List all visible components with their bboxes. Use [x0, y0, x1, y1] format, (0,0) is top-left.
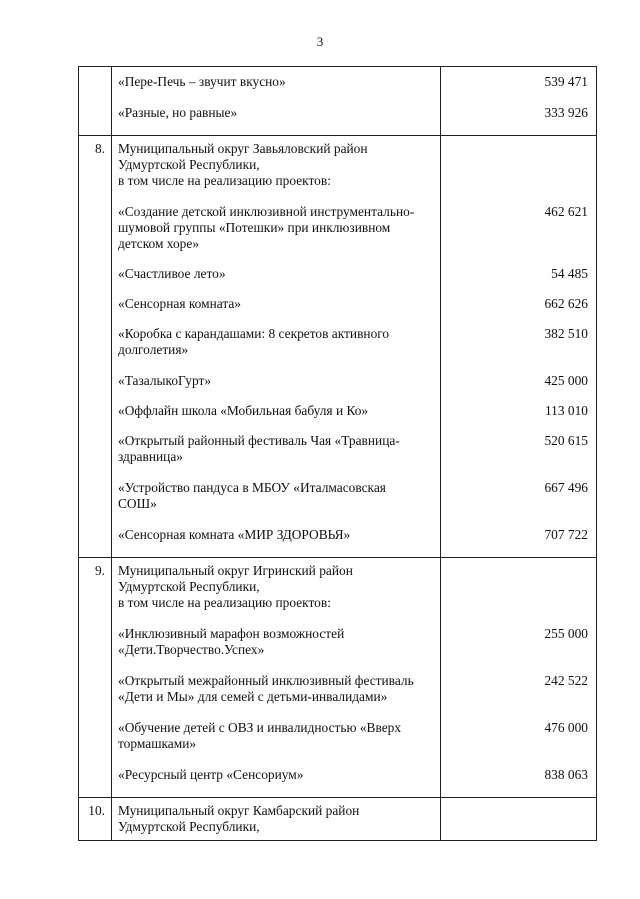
- project-amount: 462 621: [544, 204, 588, 219]
- amounts-cell: [441, 558, 597, 798]
- project-amount: 539 471: [544, 74, 588, 89]
- project-amount: 54 485: [551, 266, 588, 281]
- district-name: Муниципальный округ Игринский район Удмуртской Республики, в том числе на реализацию проектов:: [112, 563, 440, 611]
- project-amount: 425 000: [544, 373, 588, 388]
- funding-table: [78, 66, 597, 841]
- project-name: «Ресурсный центр «Сенсориум»: [118, 767, 304, 782]
- row-number-cell: [79, 67, 112, 136]
- project-names-cell: [112, 558, 441, 798]
- project-amount: 838 063: [544, 767, 588, 782]
- project-amount: 476 000: [544, 720, 588, 735]
- project-amount: 333 926: [544, 105, 588, 120]
- table-row-district-10: [79, 798, 597, 841]
- project-amount: 520 615: [544, 433, 588, 448]
- project-name: «Устройство пандуса в МБОУ «Италмасовская СОШ»: [118, 480, 386, 511]
- project-name: «Сенсорная комната «МИР ЗДОРОВЬЯ»: [118, 527, 351, 542]
- district-name: Муниципальный округ Завьяловский район Удмуртской Республики, в том числе на реализацию проектов:: [112, 141, 440, 189]
- project-name: «Открытый межрайонный инклюзивный фестиваль «Дети и Мы» для семей с детьми-инвалидами»: [118, 673, 414, 704]
- project-amount: 113 010: [544, 403, 588, 418]
- project-amount: 707 722: [544, 527, 588, 542]
- district-name: Муниципальный округ Камбарский район Удмуртской Республики,: [118, 803, 360, 834]
- project-name: «ТазалыкоГурт»: [118, 373, 212, 388]
- project-name: «Пере-Печь – звучит вкусно»: [118, 74, 286, 89]
- project-name: «Инклюзивный марафон возможностей «Дети.Творчество.Успех»: [118, 626, 345, 657]
- project-name: «Коробка с карандашами: 8 секретов активного долголетия»: [118, 326, 390, 357]
- district-intro: в том числе на реализацию проектов:: [118, 173, 331, 188]
- project-name: «Обучение детей с ОВЗ и инвалидностью «Вверх тормашками»: [118, 720, 402, 751]
- project-name: «Сенсорная комната»: [118, 296, 242, 311]
- project-name: «Создание детской инклюзивной инструментально- шумовой группы «Потешки» при инклюзивном детском хоре»: [118, 204, 415, 251]
- project-amount: 662 626: [544, 296, 588, 311]
- project-amount: 255 000: [544, 626, 588, 641]
- project-amount: 242 522: [544, 673, 588, 688]
- project-names-cell: [112, 67, 441, 136]
- row-number: 8.: [79, 136, 112, 558]
- project-amount: 667 496: [544, 480, 588, 495]
- amounts-cell: [441, 136, 597, 558]
- row-number: 9.: [79, 558, 112, 798]
- project-name: «Разные, но равные»: [118, 105, 238, 120]
- project-names-cell: [112, 136, 441, 558]
- amounts-cell: [441, 798, 597, 841]
- amounts-cell: [441, 67, 597, 136]
- district-intro: в том числе на реализацию проектов:: [118, 595, 331, 610]
- project-names-cell: [112, 798, 441, 841]
- row-number: 10.: [79, 798, 112, 841]
- table-row-continuation: [79, 67, 597, 136]
- project-amount: 382 510: [544, 326, 588, 341]
- table-row-district-8: [79, 136, 597, 558]
- project-name: «Счастливое лето»: [118, 266, 226, 281]
- project-name: «Оффлайн школа «Мобильная бабуля и Ко»: [118, 403, 369, 418]
- page-number: 3: [316, 34, 324, 49]
- project-name: «Открытый районный фестиваль Чая «Травница- здравница»: [118, 433, 400, 464]
- table-row-district-9: [79, 558, 597, 798]
